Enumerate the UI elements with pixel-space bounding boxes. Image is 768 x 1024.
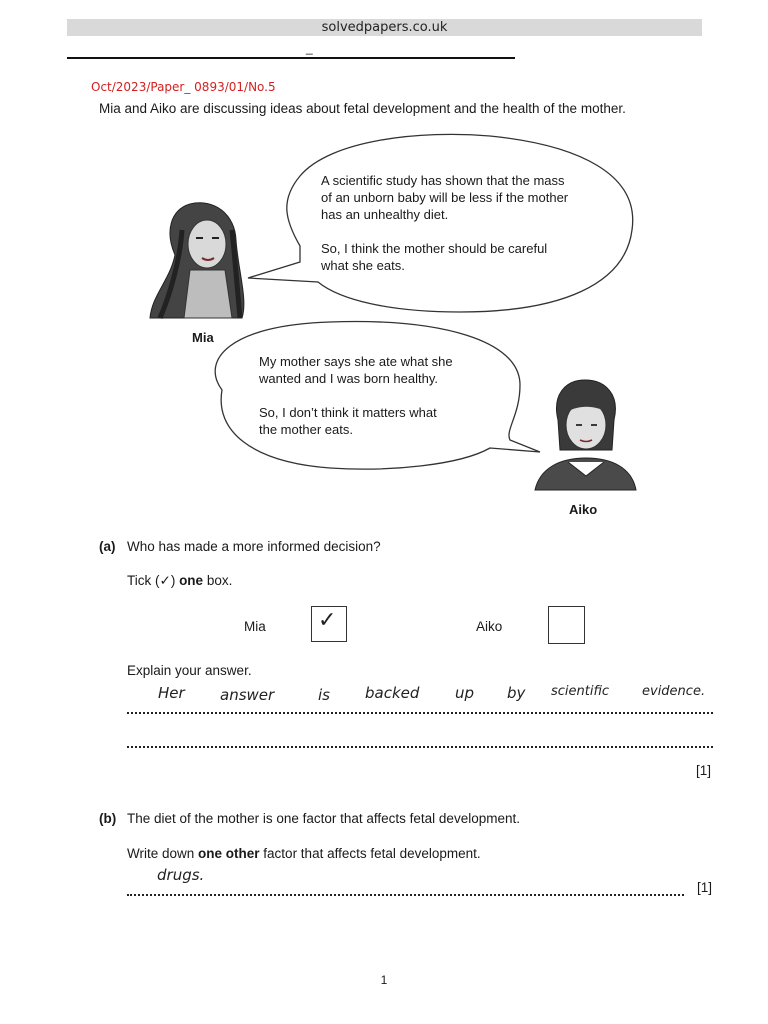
instruction-text: box. [203, 573, 233, 588]
aiko-tick-box[interactable] [548, 606, 585, 644]
site-name: solvedpapers.co.uk [321, 20, 448, 35]
mia-speech-line: what she eats. [321, 258, 405, 273]
mia-speech-line: So, I think the mother should be careful [321, 241, 548, 256]
mia-name-label: Mia [192, 330, 214, 345]
mia-speech-line: of an unborn baby will be less if the mother [321, 190, 569, 205]
answer-word: answer [220, 686, 275, 704]
instruction-text: Tick ( [127, 573, 160, 588]
mia-portrait [150, 203, 244, 318]
instruction-text: ) [170, 573, 180, 588]
instruction-text: factor that affects fetal development. [259, 846, 481, 861]
answer-line[interactable] [127, 894, 684, 896]
aiko-speech-line: My mother says she ate what she [259, 354, 453, 369]
explain-prompt: Explain your answer. [127, 663, 252, 678]
aiko-speech-line: wanted and I was born healthy. [259, 371, 438, 386]
part-b-label: (b) [99, 811, 117, 826]
aiko-speech-text [259, 353, 519, 438]
part-b-instruction [127, 846, 481, 861]
instruction-emphasis: one [179, 573, 204, 588]
answer-line[interactable] [127, 712, 713, 714]
instruction-text: Write down [127, 846, 199, 861]
check-mark-icon: ✓ [318, 607, 337, 632]
part-b-question: The diet of the mother is one factor that affects fetal development. [127, 811, 520, 826]
mia-speech-line: A scientific study has shown that the mass [321, 173, 565, 188]
aiko-speech-line: the mother eats. [259, 422, 353, 437]
answer-word: Her [158, 684, 185, 702]
answer-word: scientific [551, 684, 610, 699]
mia-tick-box[interactable] [311, 606, 347, 642]
answer-word: up [455, 684, 475, 702]
option-mia-label: Mia [244, 619, 266, 634]
part-a-question: Who has made a more informed decision? [127, 539, 381, 554]
part-b-marks: [1] [697, 880, 713, 895]
answer-word: is [318, 686, 330, 704]
aiko-portrait [535, 380, 636, 490]
question-reference: Oct/2023/Paper_ 0893/01/No.5 [91, 80, 276, 94]
answer-word: backed [365, 684, 420, 702]
answer-word: evidence. [642, 684, 706, 699]
page-number: 1 [380, 973, 388, 987]
instruction-emphasis: one other [198, 846, 260, 861]
part-b-answer: drugs. [157, 866, 205, 884]
aiko-speech-line: So, I don’t think it matters what [259, 405, 437, 420]
option-aiko-label: Aiko [476, 619, 503, 634]
answer-line[interactable] [127, 746, 713, 748]
answer-word: by [507, 684, 526, 702]
intro-text: Mia and Aiko are discussing ideas about fetal development and the health of the mother. [99, 101, 626, 116]
tick-symbol-icon: ✓ [159, 573, 171, 588]
header-dash: _ [306, 41, 313, 55]
part-a-instruction [127, 573, 232, 589]
mia-speech-line: has an unhealthy diet. [321, 207, 449, 222]
part-a-label: (a) [99, 539, 116, 554]
part-a-marks: [1] [696, 763, 712, 778]
aiko-name-label: Aiko [569, 502, 598, 517]
mia-speech-text [321, 172, 621, 274]
